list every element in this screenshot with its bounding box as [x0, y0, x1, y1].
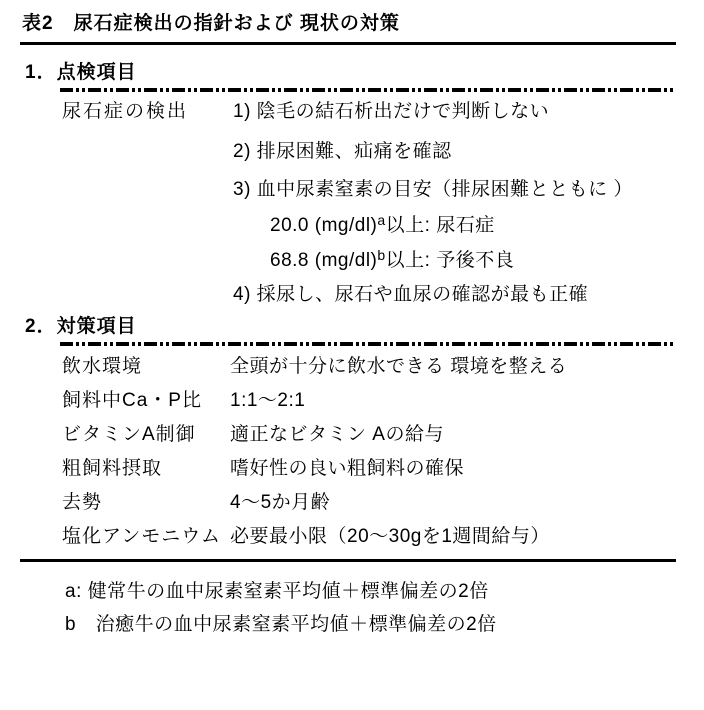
- detection-item-3: 3) 血中尿素窒素の目安（排尿困難とともに ）: [233, 179, 633, 200]
- countermeasure-label: 去勢: [62, 492, 103, 513]
- countermeasure-label: 飼料中Ca・P比: [62, 390, 202, 411]
- section-2-dashed-divider: [60, 342, 676, 346]
- threshold-value: 20.0 (mg/dl): [270, 215, 378, 236]
- table-row: [62, 525, 704, 549]
- table-bottom-divider: [20, 559, 676, 562]
- footnotes: [65, 580, 704, 637]
- countermeasure-value: 4～5か月齢: [230, 492, 331, 513]
- countermeasure-value: 適正なビタミン Aの給与: [230, 424, 444, 445]
- detection-item-list: [233, 100, 704, 307]
- document-table: [0, 12, 704, 637]
- section-2-countermeasures: [62, 355, 704, 549]
- section-1-heading: 1．点検項目: [25, 62, 137, 83]
- countermeasure-label: ビタミンA制御: [62, 424, 196, 445]
- footnote-marker-a: a: [377, 212, 386, 228]
- countermeasure-label: 粗飼料摂取: [62, 458, 163, 479]
- countermeasure-value: 全頭が十分に飲水できる 環境を整える: [230, 356, 568, 377]
- table-row: [62, 491, 704, 515]
- table-row: [62, 389, 704, 413]
- table-row: [62, 355, 704, 379]
- table-row: [62, 423, 704, 447]
- section-1-dashed-divider: [60, 88, 676, 92]
- title-underline-divider: [20, 42, 676, 45]
- detection-item-1: 1) 陰毛の結石析出だけで判断しない: [233, 101, 550, 122]
- section-1-inspection-items: [62, 100, 704, 307]
- bun-threshold-urolithiasis: [270, 214, 704, 238]
- section-2-heading: 2．対策項目: [25, 316, 137, 337]
- footnote-marker-b: b: [377, 247, 386, 263]
- detection-item-4: 4) 採尿し、尿石や血尿の確認が最も正確: [233, 284, 589, 305]
- table-row: [62, 457, 704, 481]
- table-title: 表2 尿石症検出の指針および 現状の対策: [22, 13, 400, 34]
- countermeasure-value: 嗜好性の良い粗飼料の確保: [230, 458, 465, 479]
- countermeasure-label: 塩化アンモニウム: [62, 526, 222, 547]
- countermeasure-value: 必要最小限（20～30gを1週間給与）: [230, 526, 550, 547]
- countermeasure-label: 飲水環境: [62, 356, 143, 377]
- bun-threshold-poor-prognosis: [270, 249, 704, 273]
- threshold-value: 68.8 (mg/dl): [270, 250, 378, 271]
- row-label-detection: 尿石症の検出: [62, 101, 189, 122]
- footnote-b: b 治癒牛の血中尿素窒素平均値＋標準偏差の2倍: [65, 614, 497, 635]
- threshold-meaning: 以上: 尿石症: [385, 215, 495, 236]
- threshold-meaning: 以上: 予後不良: [385, 250, 515, 271]
- footnote-a: a: 健常牛の血中尿素窒素平均値＋標準偏差の2倍: [65, 581, 489, 602]
- detection-item-2: 2) 排尿困難、疝痛を確認: [233, 141, 452, 162]
- countermeasure-value: 1:1～2:1: [230, 390, 306, 411]
